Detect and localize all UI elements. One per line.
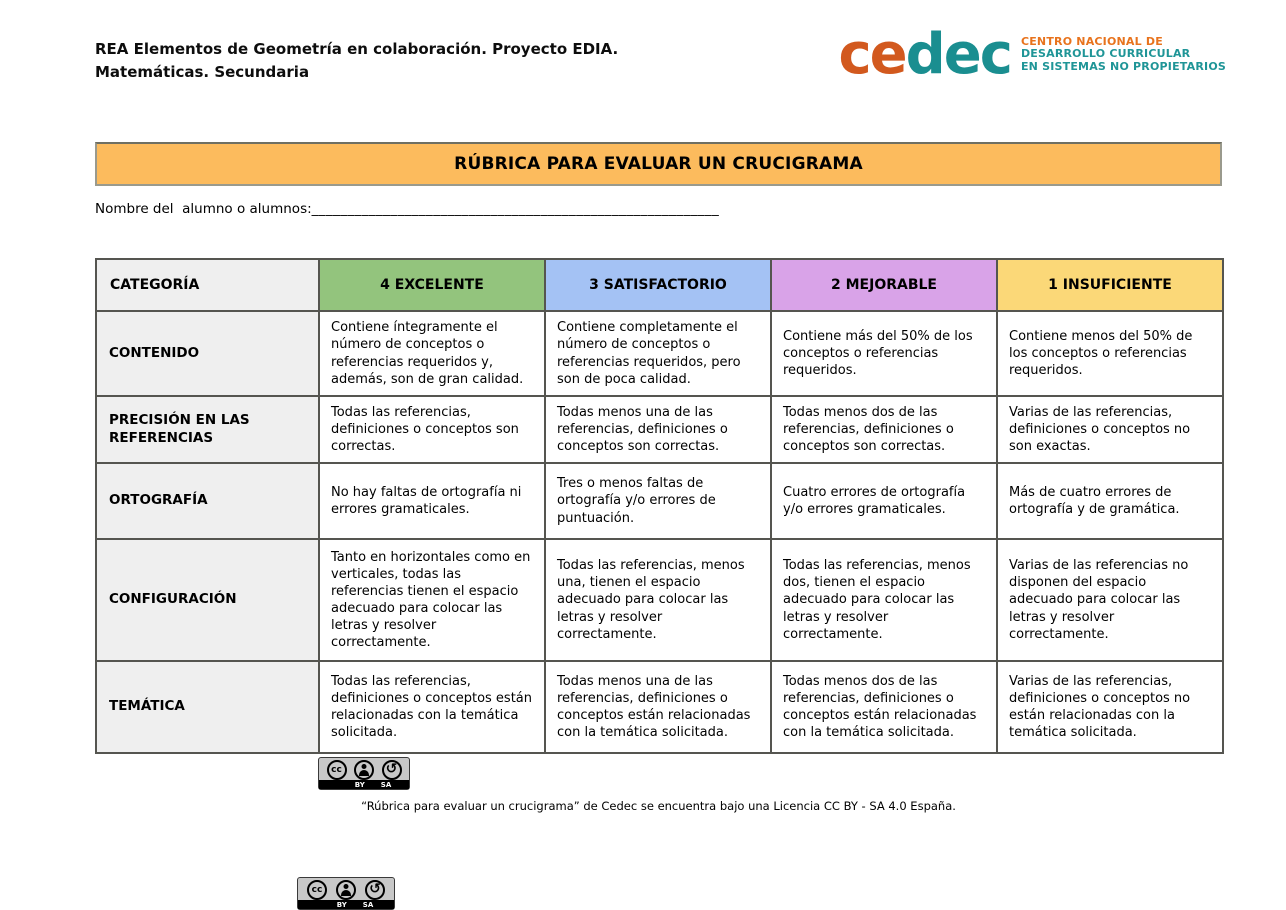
share-alike-icon: ↺: [382, 760, 402, 780]
by-label: BY: [354, 780, 365, 789]
table-row-tematica: [96, 661, 1223, 753]
attribution-person-icon: [336, 880, 356, 900]
document-header-line1: REA Elementos de Geometría en colaboración. Proyecto EDIA.: [95, 40, 619, 58]
logo-tagline-line1: CENTRO NACIONAL DE: [1020, 34, 1163, 48]
column-header-excelente: 4 EXCELENTE: [319, 259, 545, 311]
page-title: RÚBRICA PARA EVALUAR UN CRUCIGRAMA: [454, 154, 863, 174]
rubric-cell: Contiene más del 50% de los conceptos o referencias requeridos.: [771, 311, 997, 396]
row-category-label: PRECISIÓN EN LAS REFERENCIAS: [96, 396, 319, 463]
table-row-configuracion: [96, 539, 1223, 661]
rubric-cell: Contiene íntegramente el número de conceptos o referencias requeridos y, además, son de gran calidad.: [319, 311, 545, 396]
table-row-contenido: [96, 311, 1223, 396]
rubric-cell: Todas las referencias, definiciones o conceptos son correctas.: [319, 396, 545, 463]
rubric-cell: Todas menos una de las referencias, definiciones o conceptos son correctas.: [545, 396, 771, 463]
rubric-cell: Todas las referencias, menos dos, tienen el espacio adecuado para colocar las letras y resolver correctamente.: [771, 539, 997, 661]
student-name-label: Nombre del alumno o alumnos:: [95, 201, 312, 217]
rubric-cell: Todas las referencias, menos una, tienen el espacio adecuado para colocar las letras y resolver correctamente.: [545, 539, 771, 661]
license-text: “Rúbrica para evaluar un crucigrama” de Cedec se encuentra bajo una Licencia CC BY - SA 4.0 España.: [361, 799, 956, 813]
rubric-cell: Contiene menos del 50% de los conceptos o referencias requeridos.: [997, 311, 1223, 396]
cc-icon: cc: [327, 760, 347, 780]
row-category-label: CONTENIDO: [96, 311, 319, 396]
document-header: [95, 38, 618, 83]
rubric-cell: Varias de las referencias, definiciones o conceptos no son exactas.: [997, 396, 1223, 463]
logo-tagline-line2: DESARROLLO CURRICULAR: [1020, 47, 1191, 61]
column-header-insuficiente: 1 INSUFICIENTE: [997, 259, 1223, 311]
cc-by-sa-badge: [318, 757, 410, 790]
table-row-precision: [96, 396, 1223, 463]
cc-badge-icons: [298, 878, 394, 901]
cc-badge-strip: [298, 900, 394, 909]
rubric-cell: Tanto en horizontales como en verticales, todas las referencias tienen el espacio adecuado para colocar las letras y resolver correctamente.: [319, 539, 545, 661]
student-name-blank: _________________________________________________________: [311, 201, 720, 217]
logo-ce-text: ce: [838, 22, 906, 87]
cc-badge-strip: [319, 780, 409, 789]
row-category-label: CONFIGURACIÓN: [96, 539, 319, 661]
cedec-logo-wordmark: [838, 22, 1011, 87]
rubric-cell: Contiene completamente el número de conceptos o referencias requeridos, pero son de poca calidad.: [545, 311, 771, 396]
document-header-line2: Matemáticas. Secundaria: [95, 62, 310, 81]
student-name-line: [95, 201, 719, 217]
attribution-person-icon: [354, 760, 374, 780]
rubric-cell: Cuatro errores de ortografía y/o errores gramaticales.: [771, 463, 997, 539]
rubric-cell: Todas menos dos de las referencias, definiciones o conceptos están relacionadas con la temática solicitada.: [771, 661, 997, 753]
cc-by-sa-badge-bottom: [297, 877, 395, 910]
row-category-label: TEMÁTICA: [96, 661, 319, 753]
logo-dec-text: dec: [905, 22, 1011, 87]
cc-badge-icons: [319, 758, 409, 781]
cedec-logo-tagline: [1021, 36, 1226, 74]
sa-label: SA: [362, 900, 374, 909]
cedec-logo: [838, 22, 1226, 87]
rubric-cell: Todas las referencias, definiciones o conceptos están relacionadas con la temática solicitada.: [319, 661, 545, 753]
column-header-mejorable: 2 MEJORABLE: [771, 259, 997, 311]
column-header-categoria: CATEGORÍA: [96, 259, 319, 311]
table-row-ortografia: [96, 463, 1223, 539]
share-alike-icon: ↺: [365, 880, 385, 900]
rubric-cell: Varias de las referencias no disponen del espacio adecuado para colocar las letras y resolver correctamente.: [997, 539, 1223, 661]
logo-tagline-line3: EN SISTEMAS NO PROPIETARIOS: [1020, 59, 1226, 73]
rubric-cell: No hay faltas de ortografía ni errores gramaticales.: [319, 463, 545, 539]
column-header-satisfactorio: 3 SATISFACTORIO: [545, 259, 771, 311]
rubric-cell: Varias de las referencias, definiciones o conceptos no están relacionadas con la temática solicitada.: [997, 661, 1223, 753]
rubric-cell: Más de cuatro errores de ortografía y de gramática.: [997, 463, 1223, 539]
by-label: BY: [336, 900, 347, 909]
rubric-cell: Todas menos dos de las referencias, definiciones o conceptos son correctas.: [771, 396, 997, 463]
rubric-table: [95, 258, 1224, 754]
rubric-cell: Todas menos una de las referencias, definiciones o conceptos están relacionadas con la temática solicitada.: [545, 661, 771, 753]
rubric-cell: Tres o menos faltas de ortografía y/o errores de puntuación.: [545, 463, 771, 539]
cc-icon: cc: [307, 880, 327, 900]
row-category-label: ORTOGRAFÍA: [96, 463, 319, 539]
sa-label: SA: [380, 780, 392, 789]
title-banner: [95, 142, 1222, 186]
table-header-row: [96, 259, 1223, 311]
